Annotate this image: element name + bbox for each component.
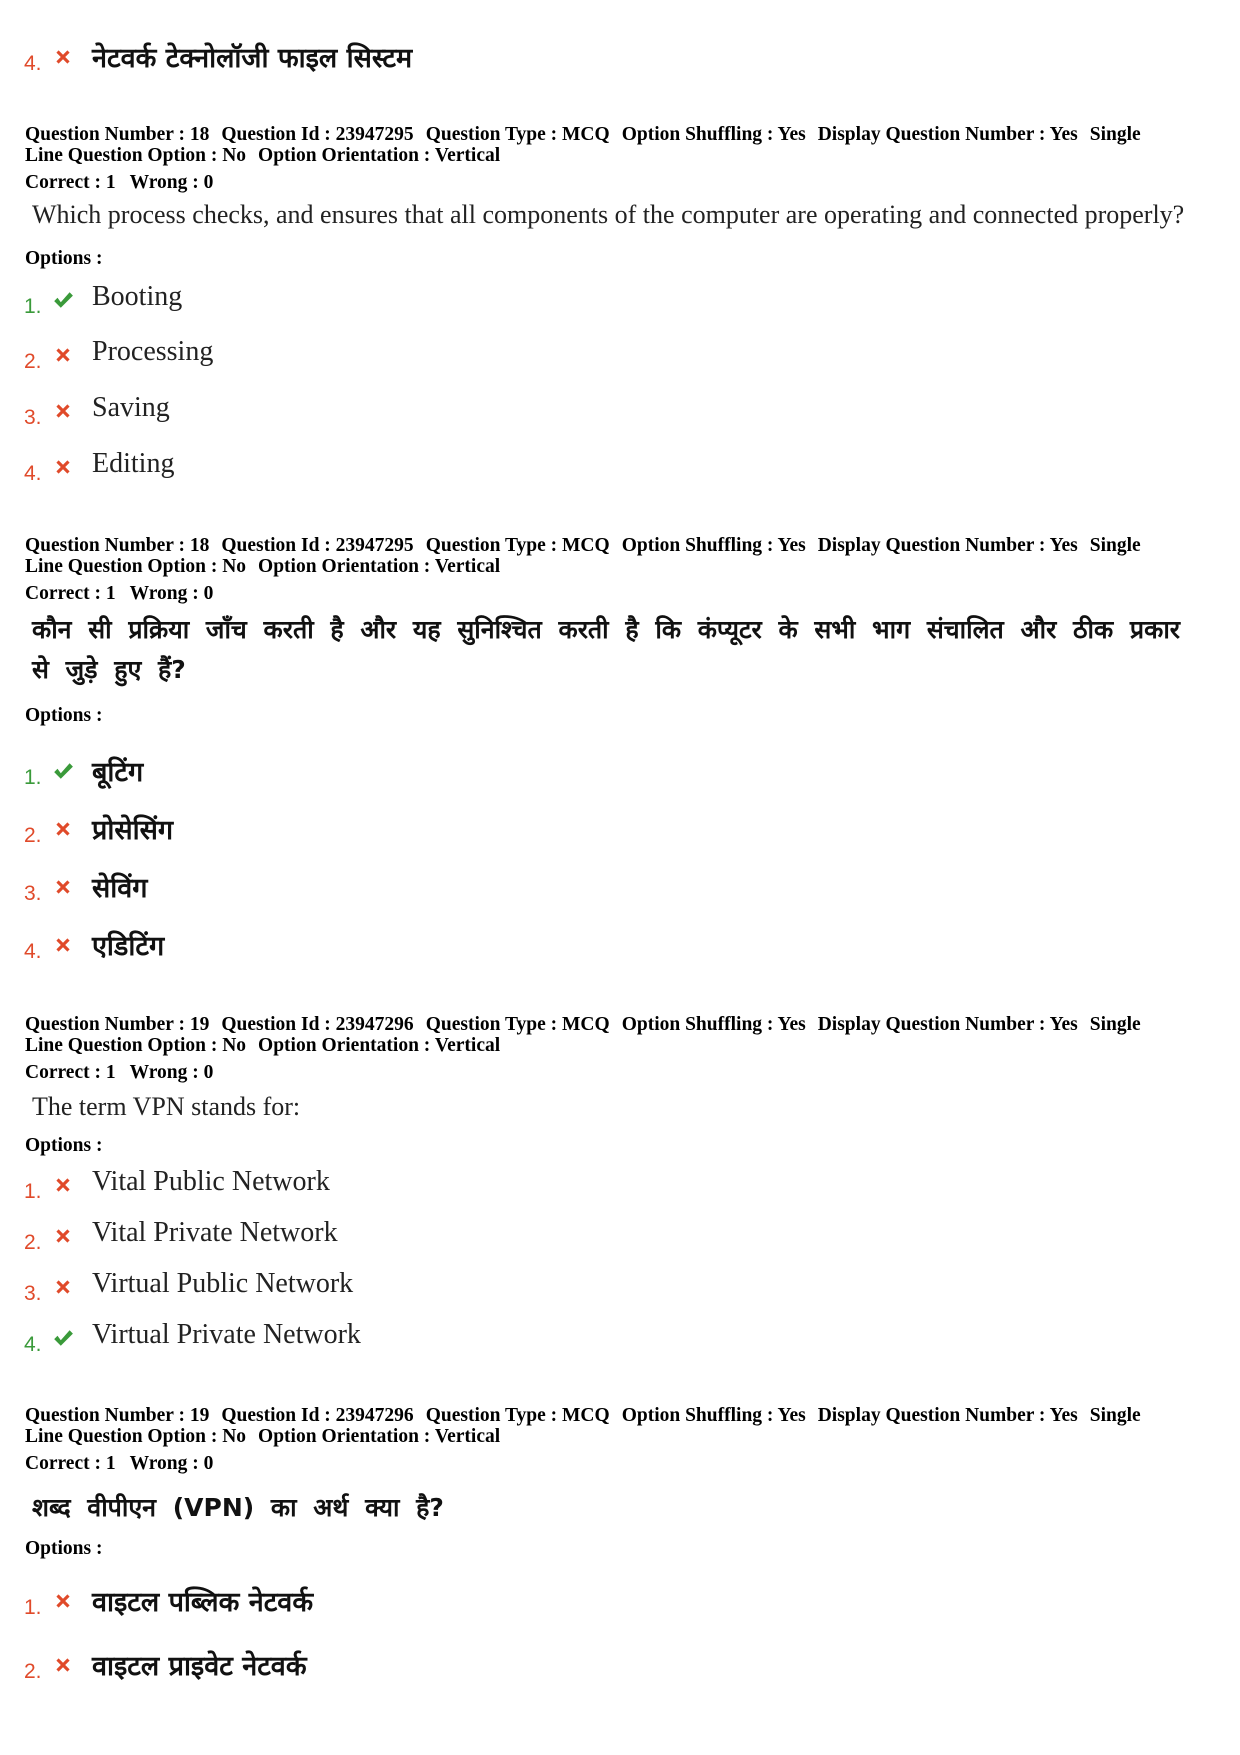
cross-icon — [52, 818, 74, 840]
cross-icon — [52, 876, 74, 898]
check-icon — [52, 1327, 74, 1349]
options-label: Options : — [25, 705, 103, 726]
option-text: Saving — [92, 392, 170, 423]
marking-scheme: Correct : 1 Wrong : 0 — [25, 1062, 214, 1083]
cross-icon — [52, 1174, 74, 1196]
options-label: Options : — [25, 1538, 103, 1559]
option-text: Processing — [92, 336, 214, 367]
question-text: कौन सी प्रक्रिया जाँच करती है और यह सुनिश्चित करती है कि कंप्यूटर के सभी भाग संचालित और ठीक प्रकार से जुड़े हुए हैं? — [32, 615, 1181, 684]
option-text: वाइटल पब्लिक नेटवर्क — [92, 1587, 314, 1618]
cross-icon — [52, 46, 74, 68]
options-label: Options : — [25, 248, 103, 269]
cross-icon — [52, 1590, 74, 1612]
question-meta: Question Number : 18 Question Id : 23947295 Question Type : MCQ Option Shuffling : Yes Display Question Number : Yes Single — [25, 535, 1141, 556]
question-text: The term VPN stands for: — [32, 1092, 301, 1121]
option-text: Vital Private Network — [92, 1217, 338, 1248]
cross-icon — [52, 400, 74, 422]
cross-icon — [52, 456, 74, 478]
option-number: 2. — [24, 1231, 42, 1254]
option-number: 3. — [24, 1282, 42, 1305]
option-number: 4. — [24, 52, 42, 75]
option-text: नेटवर्क टेक्नोलॉजी फाइल सिस्टम — [92, 43, 413, 74]
question-meta: Question Number : 18 Question Id : 23947295 Question Type : MCQ Option Shuffling : Yes Display Question Number : Yes Single — [25, 124, 1141, 145]
option-number: 4. — [24, 462, 42, 485]
question-text: शब्द वीपीएन (VPN) का अर्थ क्या है? — [32, 1493, 444, 1522]
marking-scheme: Correct : 1 Wrong : 0 — [25, 1453, 214, 1474]
option-text: Virtual Public Network — [92, 1268, 354, 1299]
question-meta-line2: Line Question Option : No Option Orientation : Vertical — [25, 145, 501, 166]
cross-icon — [52, 344, 74, 366]
option-number: 4. — [24, 940, 42, 963]
option-text: Booting — [92, 281, 183, 312]
option-text: Virtual Private Network — [92, 1319, 361, 1350]
question-text: Which process checks, and ensures that all components of the computer are operating and connected properly? — [32, 200, 1185, 229]
option-text: सेविंग — [92, 873, 148, 904]
check-icon — [52, 760, 74, 782]
options-label: Options : — [25, 1135, 103, 1156]
option-number: 1. — [24, 1180, 42, 1203]
cross-icon — [52, 1276, 74, 1298]
option-text: एडिटिंग — [92, 931, 165, 962]
question-meta-line2: Line Question Option : No Option Orientation : Vertical — [25, 556, 501, 577]
option-text: प्रोसेसिंग — [92, 815, 174, 846]
marking-scheme: Correct : 1 Wrong : 0 — [25, 583, 214, 604]
option-number: 2. — [24, 350, 42, 373]
option-number: 3. — [24, 882, 42, 905]
option-text: बूटिंग — [92, 757, 144, 788]
option-number: 2. — [24, 1660, 42, 1683]
option-number: 1. — [24, 1596, 42, 1619]
option-number: 3. — [24, 406, 42, 429]
question-meta: Question Number : 19 Question Id : 23947296 Question Type : MCQ Option Shuffling : Yes Display Question Number : Yes Single — [25, 1014, 1141, 1035]
option-text: वाइटल प्राइवेट नेटवर्क — [92, 1651, 307, 1682]
option-number: 1. — [24, 295, 42, 318]
cross-icon — [52, 1225, 74, 1247]
marking-scheme: Correct : 1 Wrong : 0 — [25, 172, 214, 193]
option-number: 2. — [24, 824, 42, 847]
cross-icon — [52, 1654, 74, 1676]
option-text: Vital Public Network — [92, 1166, 330, 1197]
option-number: 1. — [24, 766, 42, 789]
option-text: Editing — [92, 448, 175, 479]
question-meta: Question Number : 19 Question Id : 23947296 Question Type : MCQ Option Shuffling : Yes Display Question Number : Yes Single — [25, 1405, 1141, 1426]
question-meta-line2: Line Question Option : No Option Orientation : Vertical — [25, 1426, 501, 1447]
cross-icon — [52, 934, 74, 956]
check-icon — [52, 289, 74, 311]
question-meta-line2: Line Question Option : No Option Orientation : Vertical — [25, 1035, 501, 1056]
option-number: 4. — [24, 1333, 42, 1356]
